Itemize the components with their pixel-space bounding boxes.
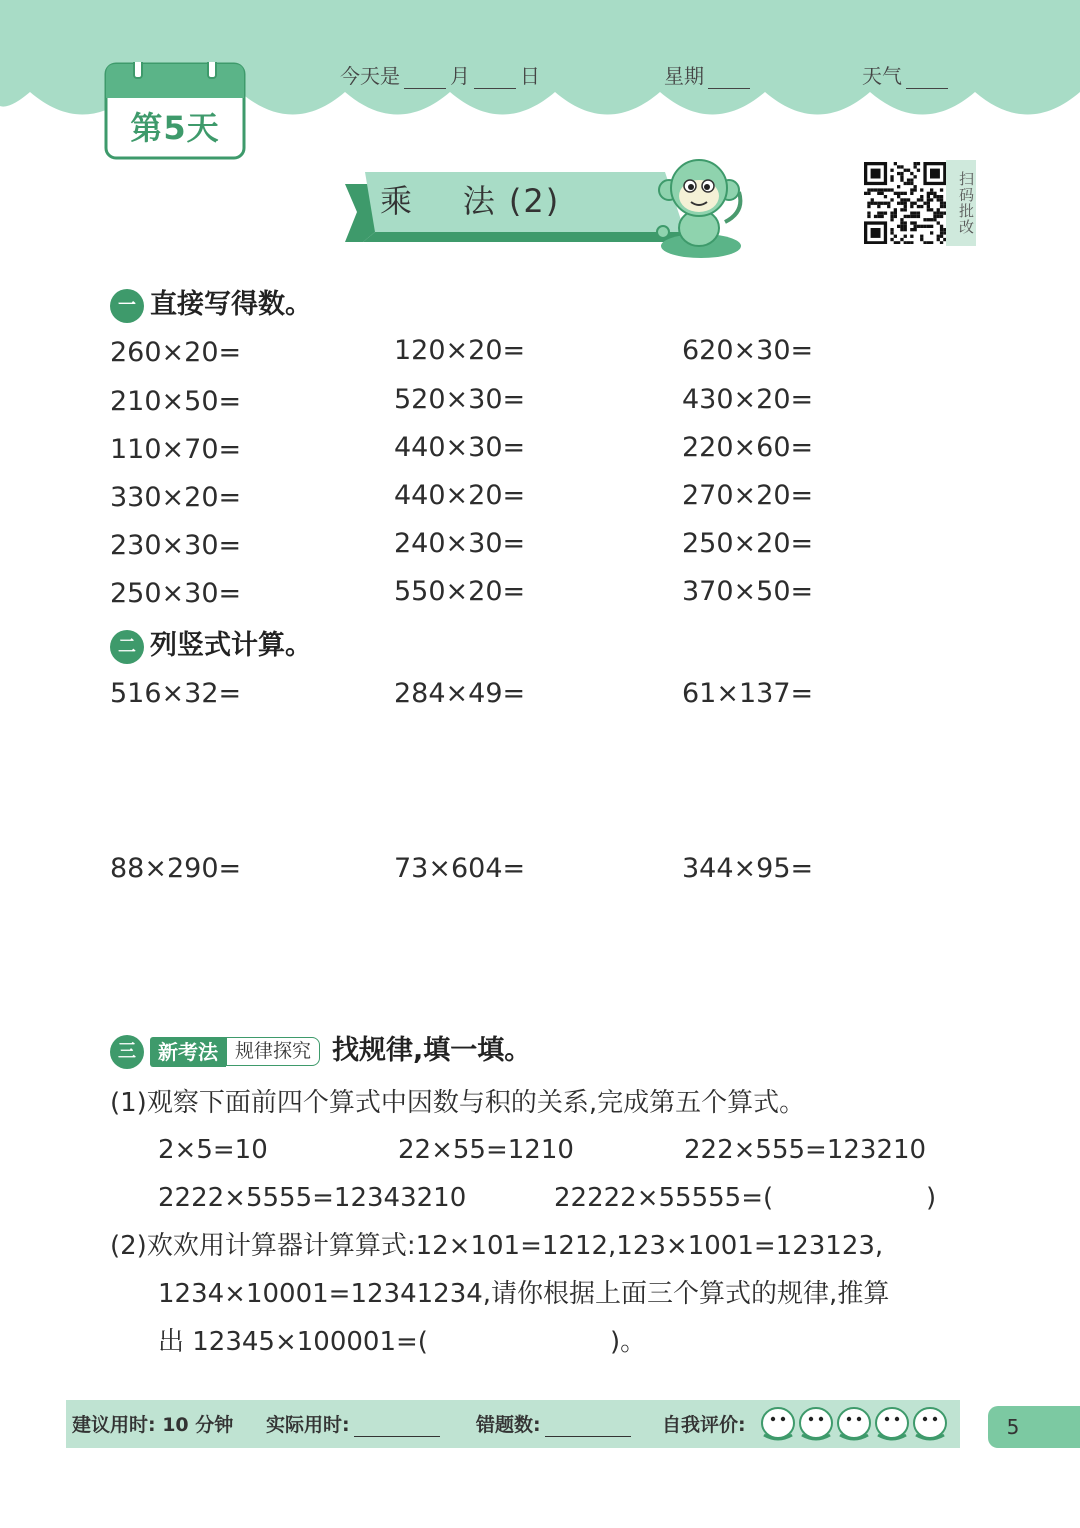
- actual-time-blank[interactable]: [354, 1418, 440, 1437]
- new-method-tag: 新考法: [150, 1037, 226, 1067]
- date-field[interactable]: [340, 60, 540, 89]
- mental-math-problem: 370×50=: [682, 576, 814, 607]
- mental-math-problem: 550×20=: [394, 576, 526, 607]
- errors-blank[interactable]: [545, 1418, 631, 1437]
- actual-time-field[interactable]: [266, 1410, 440, 1437]
- vertical-calc-problem: 88×290=: [110, 853, 242, 884]
- month-label: 月: [450, 64, 470, 88]
- day-blank[interactable]: [474, 68, 516, 89]
- rating-face-icon[interactable]: [762, 1408, 794, 1439]
- mental-math-problem: 440×30=: [394, 432, 526, 463]
- weather-blank[interactable]: [906, 68, 948, 89]
- q1-equation-2: 22×55=1210: [398, 1135, 574, 1165]
- errors-field[interactable]: [476, 1410, 631, 1437]
- monkey-icon: [655, 152, 747, 260]
- date-prefix: 今天是: [340, 64, 400, 88]
- weekday-blank[interactable]: [708, 68, 750, 89]
- vertical-calc-problem: 344×95=: [682, 853, 814, 884]
- actual-time-label: 实际用时:: [266, 1414, 350, 1436]
- mental-math-problem: 250×20=: [682, 528, 814, 559]
- mental-math-problem: 270×20=: [682, 480, 814, 511]
- q2-answer-blank[interactable]: [440, 1322, 605, 1362]
- suggested-time: 建议用时: 10 分钟: [72, 1414, 234, 1436]
- vertical-calc-problem: 73×604=: [394, 853, 526, 884]
- month-blank[interactable]: [404, 68, 446, 89]
- rating-face-icon[interactable]: [800, 1408, 832, 1439]
- vertical-calc-problem: 516×32=: [110, 678, 242, 709]
- rating-face-icon[interactable]: [876, 1408, 908, 1439]
- section-3-heading: [110, 1031, 531, 1071]
- mental-math-problem: 440×20=: [394, 480, 526, 511]
- section-1-title: 直接写得数。: [150, 289, 312, 320]
- mental-math-problem: 250×30=: [110, 578, 242, 609]
- weather-label: 天气: [862, 64, 902, 88]
- page-number: 5: [1006, 1415, 1020, 1439]
- mental-math-problem: 430×20=: [682, 384, 814, 415]
- mental-math-problem: 120×20=: [394, 335, 526, 366]
- mental-math-problem: 520×30=: [394, 384, 526, 415]
- section-3-title: 找规律,填一填。: [332, 1035, 532, 1066]
- mental-math-problem: 240×30=: [394, 528, 526, 559]
- rating-face-icon[interactable]: [838, 1408, 870, 1439]
- mental-math-problem: 220×60=: [682, 432, 814, 463]
- question-1-text: (1)观察下面前四个算式中因数与积的关系,完成第五个算式。: [110, 1088, 806, 1118]
- lesson-title: 乘 法 (2): [380, 182, 561, 220]
- weather-field[interactable]: [862, 60, 952, 89]
- q1-equation-4: 2222×5555=12343210: [158, 1183, 467, 1213]
- vertical-calc-problem: 61×137=: [682, 678, 814, 709]
- q2-paren-close: )。: [610, 1327, 647, 1357]
- question-2-line-2: 1234×10001=12341234,请你根据上面三个算式的规律,推算: [158, 1279, 890, 1309]
- qr-code-icon[interactable]: [862, 160, 948, 244]
- day-label: 第5天: [130, 109, 220, 147]
- section-2-number: 二: [110, 630, 144, 664]
- rating-face-icon[interactable]: [914, 1408, 946, 1439]
- errors-label: 错题数:: [476, 1414, 541, 1436]
- mental-math-problem: 260×20=: [110, 337, 242, 368]
- section-1-heading: [110, 285, 312, 325]
- mental-math-problem: 210×50=: [110, 386, 242, 417]
- weekday-label: 星期: [664, 64, 704, 88]
- self-eval-label: 自我评价:: [662, 1414, 746, 1436]
- section-3-number: 三: [110, 1035, 144, 1069]
- mental-math-problem: 330×20=: [110, 482, 242, 513]
- q1-equation-3: 222×555=123210: [684, 1135, 927, 1165]
- mental-math-problem: 110×70=: [110, 434, 242, 465]
- mental-math-problem: 230×30=: [110, 530, 242, 561]
- pattern-explore-tag: 规律探究: [226, 1037, 320, 1066]
- section-2-title: 列竖式计算。: [150, 630, 312, 661]
- vertical-calc-problem: 284×49=: [394, 678, 526, 709]
- q1-answer-blank[interactable]: [790, 1178, 920, 1218]
- question-2-line-3: 出 12345×100001=(: [158, 1327, 428, 1357]
- mental-math-problem: 620×30=: [682, 335, 814, 366]
- q1-paren-close: ): [926, 1183, 937, 1213]
- question-2-line-1: (2)欢欢用计算器计算算式:12×101=1212,123×1001=123123,: [110, 1231, 884, 1261]
- q1-equation-1: 2×5=10: [158, 1135, 268, 1165]
- section-1-number: 一: [110, 289, 144, 323]
- day-text-label: 日: [520, 64, 540, 88]
- section-2-heading: [110, 626, 312, 666]
- q1-equation-5: 22222×55555=(: [554, 1183, 774, 1213]
- weekday-field[interactable]: [664, 60, 754, 89]
- self-eval-faces[interactable]: [760, 1405, 950, 1441]
- scan-to-grade-label: 扫码批改: [946, 160, 976, 246]
